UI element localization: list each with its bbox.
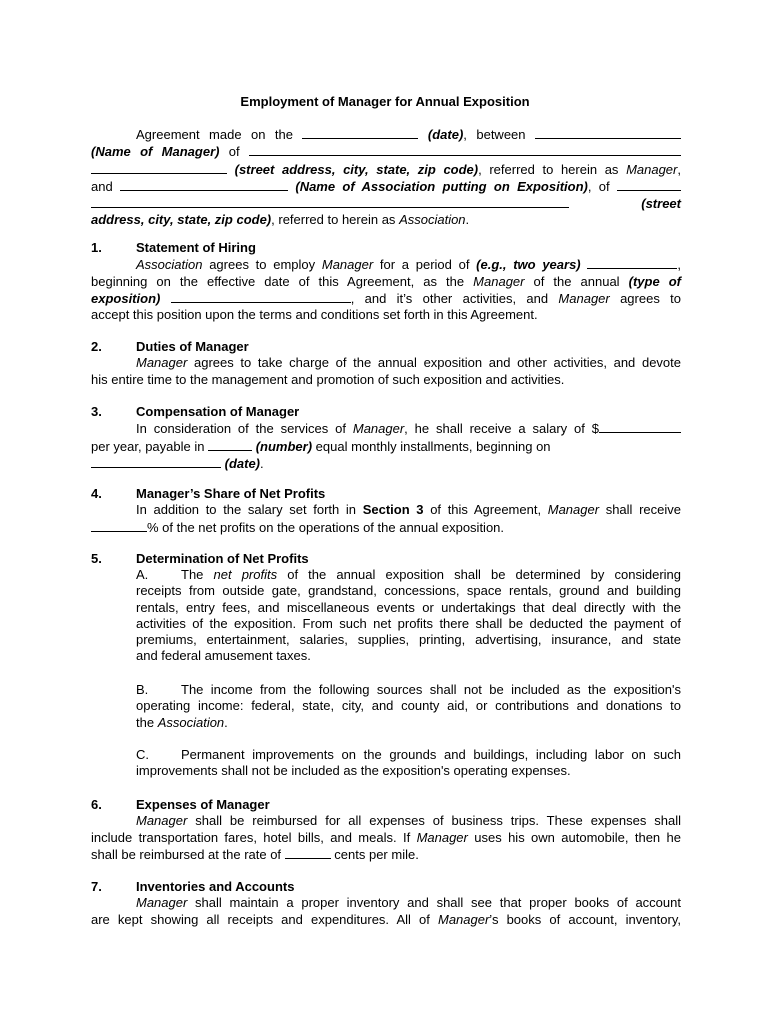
intro-line-3: (street address, city, state, zip code), referred to herein as Manager, [91,161,681,178]
blank-field [120,178,288,191]
blank-field [249,143,681,156]
blank-field [599,420,681,433]
blank-field [91,195,569,208]
intro-line-5: (street [91,195,681,212]
section-4: 4. Manager’s Share of Net Profits In addition to the salary set forth in Section 3 of this Agreement, Manager shall receive % of the net profits on the operations of the annual exposition. [91,486,682,535]
section-1: 1. Statement of Hiring Association agrees to employ Manager for a period of (e.g., two years) , beginning on the effective date of this Agreement, as the Manager of the annual (type of exposition) , and it’s other activities, and Manager agrees to accept this position upon the terms and conditions set forth in this Agreement. [91,240,681,323]
section-heading: 4. Manager’s Share of Net Profits [91,486,326,501]
subsection-a: A. The net profits of the annual exposition shall be determined by considering receipts from outside gate, grandstand, concessions, space rentals, ground and building rentals, entry fees, and miscellaneous events or undertakings that deal directly with the activities of the exposition. From such net profits there shall be deducted the payment of premiums, entertainment, salaries, supplies, printing, advertising, insurance, and state and federal amusement taxes. [136,567,682,664]
intro-paragraph [91,126,681,229]
section-heading: 6. Expenses of Manager [91,797,270,812]
section-heading: 2. Duties of Manager [91,339,249,354]
section-7: 7. Inventories and Accounts Manager shall maintain a proper inventory and shall see that proper books of account are kept showing all receipts and expenditures. All of Manager’s books of account, inventory, [91,879,682,927]
subsection-b: B. The income from the following sources shall not be included as the exposition's operating income: federal, state, city, and county aid, or contributions and donations to the Association. [136,682,681,730]
blank-field [587,256,677,269]
intro-line-2: (Name of Manager) of [91,143,681,160]
section-heading: 1. Statement of Hiring [91,240,256,255]
blank-field [171,290,351,303]
blank-field [617,178,681,191]
section-2: 2. Duties of Manager Manager agrees to take charge of the annual exposition and other activities, and devote his entire time to the management and promotion of such exposition and activities. [91,339,681,387]
blank-field [535,126,681,139]
section-3: 3. Compensation of Manager In consideration of the services of Manager, he shall receive a salary of $ per year, payable in (number) equal monthly installments, beginning on (date). [91,404,681,472]
blank-field [302,126,418,139]
intro-line-4: and (Name of Association putting on Exposition), of [91,178,681,195]
blank-field [91,519,147,532]
blank-field [208,438,252,451]
section-heading: 3. Compensation of Manager [91,404,300,419]
blank-field [91,455,221,468]
subsection-c: C. Permanent improvements on the grounds and buildings, including labor on such improvements shall not be included as the exposition's operating expenses. [136,747,681,779]
blank-field [91,161,227,174]
blank-field [285,846,331,859]
section-heading: 5. Determination of Net Profits [91,551,309,566]
document-title: Employment of Manager for Annual Exposition [240,94,530,109]
intro-line-1: Agreement made on the (date), between [91,126,681,143]
section-6: 6. Expenses of Manager Manager shall be reimbursed for all expenses of business trips. These expenses shall include transportation fares, hotel bills, and meals. If Manager uses his own automobile, then he shall be reimbursed at the rate of cents per mile. [91,797,681,862]
intro-line-6: address, city, state, zip code), referred to herein as Association. [91,212,470,228]
section-heading: 7. Inventories and Accounts [91,879,295,894]
section-5 [91,551,681,567]
